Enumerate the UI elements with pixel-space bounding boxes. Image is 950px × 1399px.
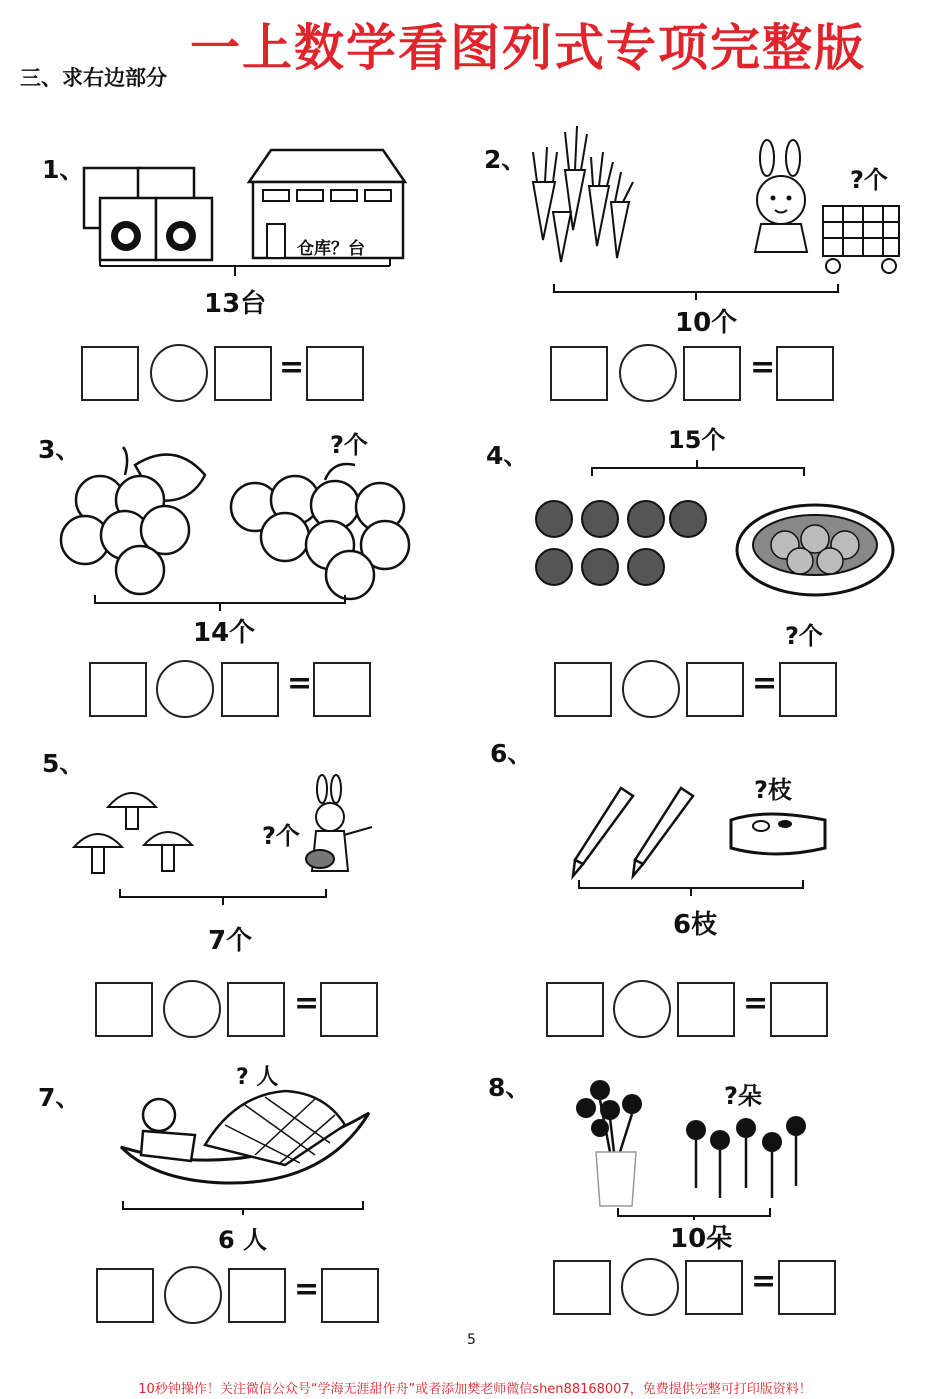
problem-1-unknown: 仓库？台 xyxy=(297,239,365,259)
problem-4-number: 4、 xyxy=(486,441,529,470)
answer-box[interactable] xyxy=(228,1268,286,1323)
problem-7-total: 6 人 xyxy=(218,1226,268,1254)
cart-icon xyxy=(823,206,899,273)
equals-sign: = xyxy=(287,666,313,701)
problem-2-number: 2、 xyxy=(484,145,527,174)
answer-box[interactable] xyxy=(546,982,604,1037)
operator-circle[interactable] xyxy=(619,344,677,402)
equals-sign: = xyxy=(752,666,778,701)
answer-box[interactable] xyxy=(95,982,153,1037)
operator-circle[interactable] xyxy=(613,980,671,1038)
footer-note: 10秒钟操作！关注微信公众号“学海无涯甜作舟”或者添加樊老师微信shen88168007，免费提供完整可打印版资料！ xyxy=(138,1382,812,1397)
problem-3-total: 14个 xyxy=(193,618,256,648)
problem-6-number: 6、 xyxy=(490,739,533,768)
problem-8-total: 10朵 xyxy=(670,1224,733,1254)
answer-box[interactable] xyxy=(313,662,371,717)
equals-sign: = xyxy=(279,350,305,385)
flower-icon xyxy=(570,1070,820,1220)
answer-box[interactable] xyxy=(89,662,147,717)
answer-box[interactable] xyxy=(770,982,828,1037)
equals-sign: = xyxy=(750,350,776,385)
equals-sign: = xyxy=(751,1264,777,1299)
equals-sign: = xyxy=(294,986,320,1021)
boat-icon xyxy=(115,1085,375,1215)
pencil-icon xyxy=(565,780,835,900)
problem-5-unknown: ?个 xyxy=(262,822,300,850)
vase-icon xyxy=(596,1152,636,1206)
problem-6-total: 6枝 xyxy=(673,910,718,940)
problem-1-number: 1、 xyxy=(42,155,85,184)
answer-box[interactable] xyxy=(96,1268,154,1323)
answer-box[interactable] xyxy=(321,1268,379,1323)
problem-6-unknown: ?枝 xyxy=(754,776,792,804)
problem-2-unknown: ?个 xyxy=(850,166,888,194)
answer-box[interactable] xyxy=(306,346,364,401)
operator-circle[interactable] xyxy=(163,980,221,1038)
operator-circle[interactable] xyxy=(622,660,680,718)
carrot-icon xyxy=(525,122,645,267)
answer-box[interactable] xyxy=(81,346,139,401)
answer-box[interactable] xyxy=(554,662,612,717)
answer-box[interactable] xyxy=(320,982,378,1037)
operator-circle[interactable] xyxy=(164,1266,222,1324)
problem-4-total: 15个 xyxy=(668,426,726,454)
problem-8-unknown: ?朵 xyxy=(724,1082,762,1110)
problem-4-unknown: ?个 xyxy=(785,622,823,650)
problem-1-total: 13台 xyxy=(204,289,267,319)
mushroom-icon xyxy=(70,775,380,905)
answer-box[interactable] xyxy=(778,1260,836,1315)
answer-box[interactable] xyxy=(221,662,279,717)
operator-circle[interactable] xyxy=(150,344,208,402)
answer-box[interactable] xyxy=(227,982,285,1037)
problem-5-number: 5、 xyxy=(42,749,85,778)
operator-circle[interactable] xyxy=(621,1258,679,1316)
pencil-case-icon xyxy=(731,814,825,854)
grapes-icon xyxy=(55,445,425,605)
rabbit-icon xyxy=(306,775,372,871)
problem-5-total: 7个 xyxy=(208,926,253,956)
answer-box[interactable] xyxy=(550,346,608,401)
peach-icon xyxy=(530,495,890,605)
page-number: 5 xyxy=(467,1332,476,1348)
section-heading: 三、求右边部分 xyxy=(20,66,167,90)
problem-2-total: 10个 xyxy=(675,308,738,338)
answer-box[interactable] xyxy=(677,982,735,1037)
problem-3-number: 3、 xyxy=(38,435,81,464)
answer-box[interactable] xyxy=(553,1260,611,1315)
problem-7-unknown: ? 人 xyxy=(236,1065,279,1090)
brace xyxy=(590,458,808,480)
problem-7-number: 7、 xyxy=(38,1083,81,1112)
page-title: 一上数学看图列式专项完整版 xyxy=(190,19,866,77)
problem-8-number: 8、 xyxy=(488,1073,531,1102)
answer-box[interactable] xyxy=(685,1260,743,1315)
equals-sign: = xyxy=(294,1272,320,1307)
equals-sign: = xyxy=(743,986,769,1021)
answer-box[interactable] xyxy=(686,662,744,717)
problem-3-unknown: ?个 xyxy=(330,431,368,459)
operator-circle[interactable] xyxy=(156,660,214,718)
basket-icon xyxy=(737,505,893,595)
answer-box[interactable] xyxy=(214,346,272,401)
answer-box[interactable] xyxy=(683,346,741,401)
answer-box[interactable] xyxy=(776,346,834,401)
brace xyxy=(552,280,842,302)
answer-box[interactable] xyxy=(779,662,837,717)
